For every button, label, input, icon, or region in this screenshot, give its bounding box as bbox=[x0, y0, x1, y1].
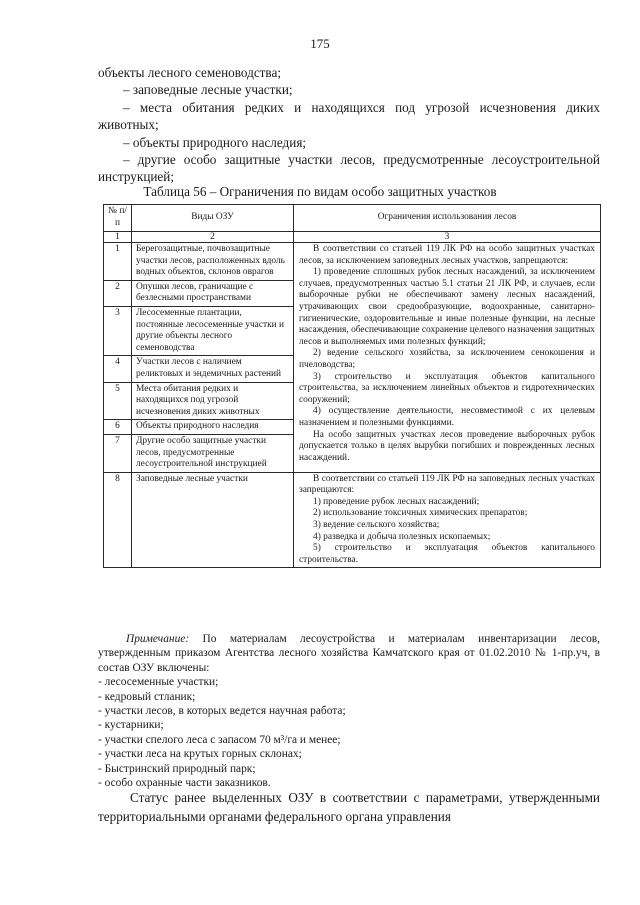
row-number: 3 bbox=[104, 306, 132, 355]
row-number: 4 bbox=[104, 356, 132, 382]
final-text: Статус ранее выделенных ОЗУ в соответствии с параметрами, утвержденными территориальными органами федерального органа управления bbox=[98, 790, 600, 824]
note-item: - лесосеменные участки; bbox=[98, 676, 219, 689]
note-item: - участки леса на крутых горных склонах; bbox=[98, 748, 302, 761]
table-row bbox=[104, 472, 601, 568]
row-type: Лесосеменные плантации, постоянные лесосеменные участки и другие объекты лесного семеноводства bbox=[132, 306, 294, 355]
restriction-intro: В соответствии со статьей 119 ЛК РФ на особо защитных участках лесов, за исключением заповедных лесных участков, запрещаются: bbox=[299, 244, 595, 266]
row-type: Другие особо защитные участки лесов, предусмотренные лесоустроительной инструкцией bbox=[132, 434, 294, 472]
restriction-intro: В соответствии со статьей 119 ЛК РФ на заповедных лесных участках запрещаются: bbox=[299, 473, 595, 496]
row-number: 6 bbox=[104, 420, 132, 435]
page-number: 175 bbox=[310, 36, 330, 51]
col-number: 3 bbox=[294, 232, 601, 243]
table-header-row bbox=[104, 205, 601, 232]
restriction-item: 1) проведение рубок лесных насаждений; bbox=[313, 496, 480, 507]
restrictions-table bbox=[103, 204, 601, 568]
table-column-numbers bbox=[104, 232, 601, 243]
col-number: 1 bbox=[104, 232, 132, 243]
note-list bbox=[98, 675, 600, 790]
intro-list bbox=[98, 64, 600, 186]
header-restrictions: Ограничения использования лесов bbox=[294, 205, 601, 232]
col-number: 2 bbox=[132, 232, 294, 243]
row-number: 8 bbox=[104, 472, 132, 568]
note-item: - особо охранные части заказников. bbox=[98, 777, 271, 790]
note-item: - Быстринский природный парк; bbox=[98, 762, 256, 775]
row-number: 1 bbox=[104, 243, 132, 281]
restriction-item: 5) строительство и эксплуатация объектов капитального строительства. bbox=[299, 543, 595, 565]
reserved-restrictions-cell bbox=[294, 472, 601, 568]
intro-line: – объекты природного наследия; bbox=[123, 134, 307, 150]
restriction-item: 4) разведка и добыча полезных ископаемых; bbox=[313, 531, 491, 542]
restriction-item: 1) проведение сплошных рубок лесных насаждений, за исключением случаев, предусмотренных частью 5.1 статьи 21 ЛК РФ, и случаев, если выборочные рубки не обеспечивают замену лесных насаждений, утрачивающих свои средообразующие, водоохранные, санитарно-гигиенические, оздоровительные и иные полезные функции, на лесные насаждения, обеспечивающие сохранение целевого назначения защитных лесов и выполняемых ими полезных функций; bbox=[299, 267, 595, 347]
note-paragraph bbox=[98, 632, 600, 675]
row-number: 5 bbox=[104, 382, 132, 420]
restriction-item: 4) осуществление деятельности, несовместимой с их целевым назначением и полезными функциями. bbox=[299, 406, 595, 428]
row-number: 2 bbox=[104, 280, 132, 306]
restriction-item: 2) использование токсичных химических препаратов; bbox=[313, 508, 528, 519]
row-type: Заповедные лесные участки bbox=[132, 472, 294, 568]
note-item: - кедровый стланик; bbox=[98, 690, 196, 703]
intro-line: – места обитания редких и находящихся под угрозой исчезновения диких животных; bbox=[98, 99, 600, 133]
general-restrictions-cell bbox=[294, 243, 601, 473]
note-label: Примечание: bbox=[126, 633, 190, 645]
note-text: По материалам лесоустройства и материалам инвентаризации лесов, утвержденным приказом Агентства лесного хозяйства Камчатского края от 01.02.2010 № 1-пр.уч, в состав ОЗУ включены: bbox=[98, 633, 600, 674]
intro-line: объекты лесного семеноводства; bbox=[98, 65, 282, 80]
intro-line: – другие особо защитные участки лесов, предусмотренные лесоустроительной инструкцией; bbox=[98, 152, 600, 185]
restriction-item: 3) ведение сельского хозяйства; bbox=[313, 520, 440, 531]
row-type: Участки лесов с наличием реликтовых и эндемичных растений bbox=[132, 356, 294, 382]
row-type: Объекты природного наследия bbox=[132, 420, 294, 435]
note-item: - участки спелого леса с запасом 70 м³/га и менее; bbox=[98, 733, 341, 746]
row-type: Места обитания редких и находящихся под угрозой исчезновения диких животных bbox=[132, 382, 294, 420]
intro-line: – заповедные лесные участки; bbox=[123, 82, 293, 98]
note-item: - участки лесов, в которых ведется научная работа; bbox=[98, 705, 346, 718]
row-number: 7 bbox=[104, 434, 132, 472]
table-note bbox=[98, 632, 600, 790]
table-caption: Таблица 56 – Ограничения по видам особо защитных участков bbox=[143, 184, 497, 199]
row-type: Опушки лесов, граничащие с безлесными пространствами bbox=[132, 280, 294, 306]
header-number: № п/п bbox=[104, 205, 132, 232]
restriction-note-selective: На особо защитных участках лесов проведение выборочных рубок допускается только в целях вырубки погибших и поврежденных лесных насаждений. bbox=[299, 429, 595, 463]
restriction-item: 3) строительство и эксплуатация объектов капитального строительства, за исключением линейных объектов и гидротехнических сооружений; bbox=[299, 371, 595, 405]
header-type: Виды ОЗУ bbox=[132, 205, 294, 232]
row-type: Берегозащитные, почвозащитные участки лесов, расположенных вдоль водных объектов, склонов оврагов bbox=[132, 243, 294, 281]
table-row bbox=[104, 243, 601, 281]
note-item: - кустарники; bbox=[98, 719, 164, 732]
final-paragraph bbox=[98, 788, 600, 826]
restriction-item: 2) ведение сельского хозяйства, за исключением сенокошения и пчеловодства; bbox=[299, 348, 595, 370]
